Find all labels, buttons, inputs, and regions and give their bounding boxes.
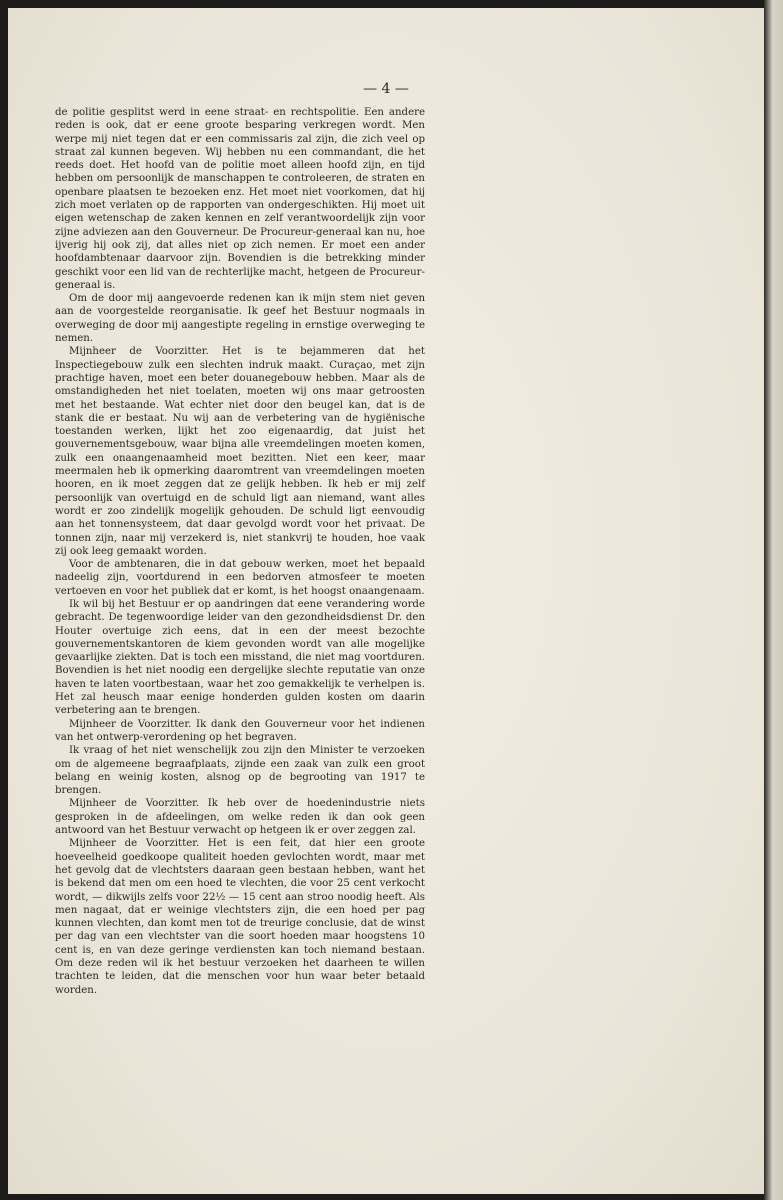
- paragraph: Voor de ambtenaren, die in dat gebouw werken, moet het bepaald nadeelig zijn, voortdurend in een bedorven atmosfeer te moeten vertoeven en voor het publiek dat er komt, is het hoogst onaangenaam.: [55, 559, 425, 597]
- paragraph: Om de door mij aangevoerde redenen kan ik mijn stem niet geven aan de voorgestelde reorganisatie. Ik geef het Bestuur nogmaals in overweging de door mij aangestipte regeling in ernstige overweging te nemen.: [55, 293, 425, 345]
- paragraph: de politie gesplitst werd in eene straat- en rechtspolitie. Een andere reden is ook, dat er eene groote besparing verkregen wordt. Men werpe mij niet tegen dat er een commissaris zal zijn, die zich veel op straat zal kunnen begeven. Wij hebben nu een commandant, die het reeds doet. Het hoofd van de politie moet alleen hoofd zijn, en tijd hebben om persoonlijk de manschappen te controleeren, de straten en openbare plaatsen te bezoeken enz. Het moet niet voorkomen, dat hij zich moet verlaten op de rapporten van ondergeschikten. Hij moet uit eigen wetenschap de zaken kennen en zelf verantwoordelijk zijn voor zijne adviezen aan den Gouverneur. De Procureur-generaal kan nu, hoe ijverig hij ook zij, dat alles niet op zich nemen. Er moet een ander hoofdambtenaar daarvoor zijn. Bovendien is die betrekking minder geschikt voor een lid van de rechterlijke macht, hetgeen de Procureur-generaal is.: [55, 107, 425, 291]
- paragraph: Mijnheer de Voorzitter. Het is een feit, dat hier een groote hoeveelheid goedkoope qualiteit hoeden gevlochten wordt, maar met het gevolg dat de vlechtsters daaraan geen bestaan hebben, want het is bekend dat men om een hoed te vlechten, die voor 25 cent verkocht wordt, — dikwijls zelfs voor 22½ — 15 cent aan stroo noodig heeft. Als men nagaat, dat er weinige vlechtsters zijn, die een hoed per pag kunnen vlechten, dan komt men tot de treurige conclusie, dat de winst per dag van een vlechtster van die soort hoeden maar hoogstens 10 cent is, en van deze geringe verdiensten kan toch niemand bestaan. Om deze reden wil ik het bestuur verzoeken het daarheen te willen trachten te leiden, dat die menschen voor hun waar beter betaald worden.: [55, 838, 425, 996]
- paragraph: Mijnheer de Voorzitter. Ik dank den Gouverneur voor het indienen van het ontwerp-verordening op het begraven.: [55, 718, 425, 743]
- paragraph: Ik wil bij het Bestuur er op aandringen dat eene verandering worde gebracht. De tegenwoordige leider van den gezondheidsdienst Dr. den Houter overtuige zich eens, dat in een der meest bezochte gouvernementskantoren de kiem gevonden wordt van alle mogelijke gevaarlijke ziekten. Dat is toch een misstand, die niet mag voortduren. Bovendien is het niet noodig een dergelijke slechte reputatie van onze haven te laten voortbestaan, waar het zoo gemakkelijk te verhelpen is. Het zal heusch maar eenige honderden gulden kosten om daarin verbetering aan te brengen.: [55, 598, 425, 717]
- body-text: [55, 106, 425, 997]
- scan-edge: [764, 0, 783, 1200]
- paragraph: Ik vraag of het niet wenschelijk zou zijn den Minister te verzoeken om de algemeene begraafplaats, zijnde een zaak van zulk een groot belang en weinig kosten, alsnog op de begrooting van 1917 te brengen.: [55, 745, 425, 797]
- document-page: [8, 8, 764, 1194]
- paragraph: Mijnheer de Voorzitter. Het is te bejammeren dat het Inspectiegebouw zulk een slechten indruk maakt. Curaçao, met zijn prachtige haven, moet een beter douanegebouw hebben. Maar als de omstandigheden het niet toelaten, moeten wij ons maar getroosten met het bestaande. Wat echter niet door den beugel kan, dat is de stank die er bestaat. Nu wij aan de verbetering van de hygiënische toestanden werken, lijkt het zoo eigenaardig, dat juist het gouvernementsgebouw, waar bijna alle vreemdelingen moeten komen, zulk een onaangenaamheid moet bezitten. Niet een keer, maar meermalen heb ik opmerking daaromtrent van vreemdelingen moeten hooren, en ik moet zeggen dat ze gelijk hebben. Ik heb er mij zelf persoonlijk van overtuigd en de schuld ligt aan niemand, want alles wordt er zoo zindelijk mogelijk gehouden. De schuld ligt eenvoudig aan het tonnensysteem, dat daar gevolgd wordt voor het privaat. De tonnen zijn, naar mij verzekerd is, niet stankvrij te houden, hoe vaak zij ook leeg gemaakt worden.: [55, 346, 425, 557]
- page-number: — 4 —: [363, 81, 409, 97]
- paragraph: Mijnheer de Voorzitter. Ik heb over de hoedenindustrie niets gesproken in de afdeelingen, om welke reden ik dan ook geen antwoord van het Bestuur verwacht op hetgeen ik er over zeggen zal.: [55, 798, 425, 837]
